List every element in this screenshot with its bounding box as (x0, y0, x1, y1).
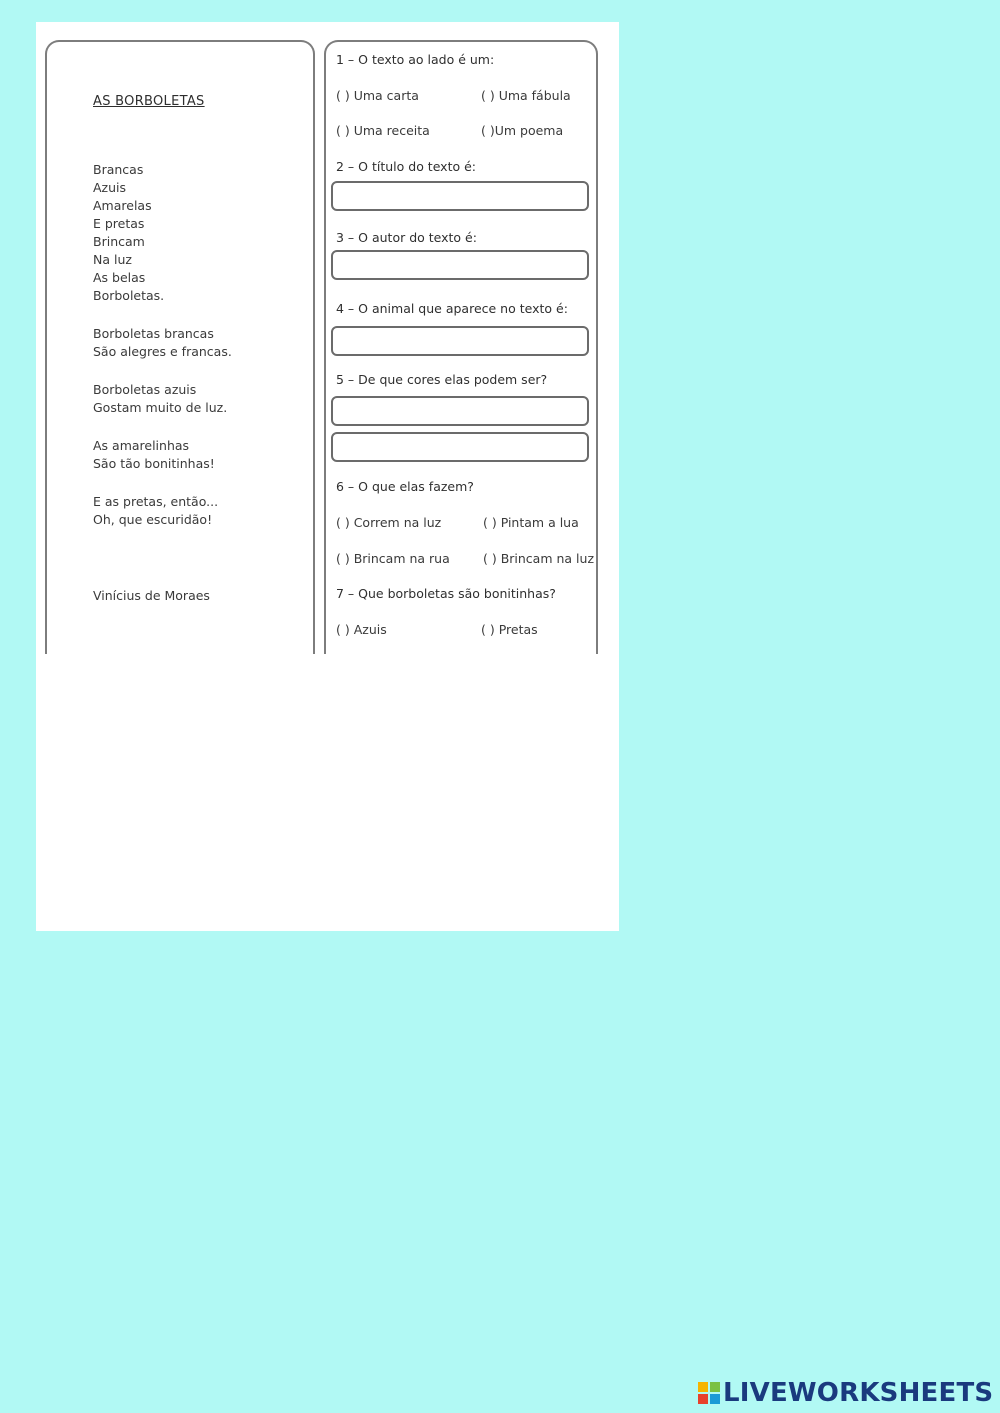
poem-line: São alegres e francas. (93, 344, 232, 359)
poem-line: As belas (93, 270, 146, 285)
question-2: 2 – O título do texto é: (336, 159, 477, 174)
poem-line: Brincam (93, 234, 145, 249)
poem-line: E pretas (93, 216, 145, 231)
q1-option-poema[interactable]: ( )Um poema (481, 123, 564, 138)
poem-line: Borboletas azuis (93, 382, 197, 397)
question-3: 3 – O autor do texto é: (336, 230, 477, 245)
q6-option-pintam[interactable]: ( ) Pintam a lua (483, 515, 579, 530)
poem-line: Azuis (93, 180, 127, 195)
worksheet-page (36, 22, 619, 931)
poem-line: E as pretas, então... (93, 494, 219, 509)
poem-title: AS BORBOLETAS (93, 94, 205, 109)
q6-option-brincam-rua[interactable]: ( ) Brincam na rua (336, 551, 450, 566)
q5-answer-box-2[interactable] (331, 432, 589, 462)
poem-line: Na luz (93, 252, 132, 267)
question-5: 5 – De que cores elas podem ser? (336, 372, 548, 387)
q7-option-pretas[interactable]: ( ) Pretas (481, 622, 538, 637)
question-4: 4 – O animal que aparece no texto é: (336, 301, 568, 316)
liveworksheets-logo (698, 1378, 993, 1408)
q6-option-correm[interactable]: ( ) Correm na luz (336, 515, 442, 530)
question-6: 6 – O que elas fazem? (336, 479, 474, 494)
questions-panel (324, 40, 598, 700)
logo-text: LIVEWORKSHEETS (723, 1378, 994, 1408)
poem-line: Oh, que escuridão! (93, 512, 213, 527)
logo-mark-icon (698, 1382, 720, 1404)
question-7: 7 – Que borboletas são bonitinhas? (336, 586, 556, 601)
poem-line: Borboletas. (93, 288, 165, 303)
q3-answer-box[interactable] (331, 250, 589, 280)
q1-option-fabula[interactable]: ( ) Uma fábula (481, 88, 571, 103)
poem-author: Vinícius de Moraes (93, 588, 210, 603)
q1-option-carta[interactable]: ( ) Uma carta (336, 88, 419, 103)
q6-option-brincam-luz[interactable]: ( ) Brincam na luz (483, 551, 595, 566)
poem-line: As amarelinhas (93, 438, 190, 453)
poem-line: São tão bonitinhas! (93, 456, 215, 471)
question-1: 1 – O texto ao lado é um: (336, 52, 495, 67)
q5-answer-box-1[interactable] (331, 396, 589, 426)
poem-line: Borboletas brancas (93, 326, 214, 341)
poem-line: Brancas (93, 162, 144, 177)
q1-option-receita[interactable]: ( ) Uma receita (336, 123, 430, 138)
poem-line: Gostam muito de luz. (93, 400, 228, 415)
q7-option-azuis[interactable]: ( ) Azuis (336, 622, 387, 637)
q2-answer-box[interactable] (331, 181, 589, 211)
poem-line: Amarelas (93, 198, 152, 213)
q4-answer-box[interactable] (331, 326, 589, 356)
blank-page-area (36, 654, 619, 931)
